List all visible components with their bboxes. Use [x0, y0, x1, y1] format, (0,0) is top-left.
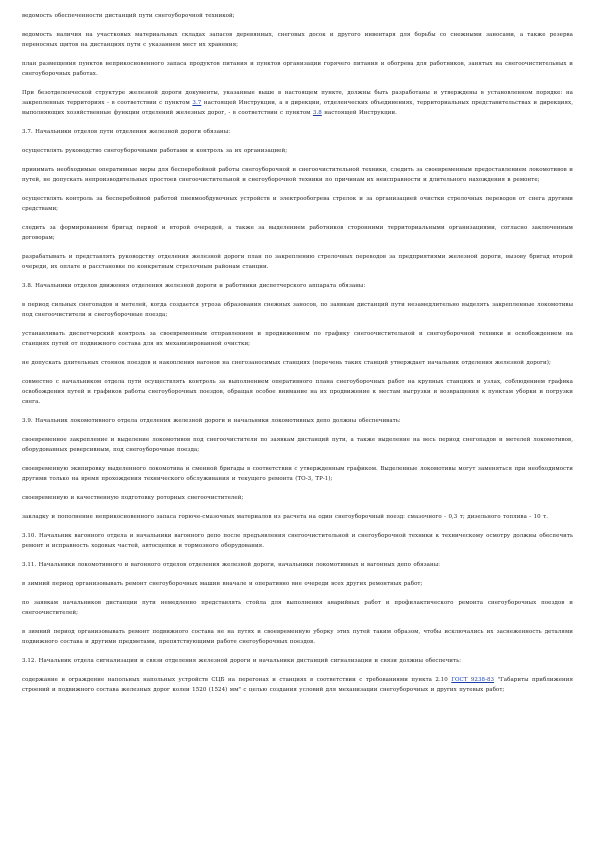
paragraph	[22, 435, 573, 455]
paragraph-text: не допускать длительных стоянок поездов и накопления вагонов на снегозаносимых станциях (перечень таких станций утверждает начальник отделения железной дороги);	[22, 360, 551, 366]
paragraph	[22, 416, 573, 426]
link-point-3-8[interactable]: 3.8	[312, 110, 322, 116]
paragraph	[22, 329, 573, 349]
paragraph-text: При безотделенческой структуре железной дороги документы, указанные выше в настоящем пункте, должны быть разработаны и утверждены в установленном порядке: на закрепленных территориях - в соответствии с пунктом	[22, 90, 573, 106]
paragraph-text: ведомость обеспеченности дистанций пути снегоуборочной техникой;	[22, 13, 235, 19]
paragraph	[22, 300, 573, 320]
paragraph-text: настоящей Инструкции.	[321, 110, 397, 116]
link-gost-9238-83[interactable]: ГОСТ 9238-83	[451, 677, 495, 683]
paragraph	[22, 560, 573, 570]
paragraph-text: принимать необходимые оперативные меры для бесперебойной работы снегоуборочной и снегоочистительной техники, следить за своевременным предоставлением локомотивов и путей, не допускать непроизводительных простоев снегоочистительной и снегоуборочной техники по причинам их неисправности и длительного нахождения в ремонте;	[22, 167, 573, 183]
paragraph-text: следить за формированием бригад первой и второй очередей, а также за выделением работников сторонними территориальными организациями, согласно заключенным договорам;	[22, 225, 573, 241]
paragraph	[22, 127, 573, 137]
paragraph-text: осуществлять руководство снегоуборочными работами и контроль за их организацией;	[22, 148, 288, 154]
paragraph	[22, 656, 573, 666]
paragraph	[22, 531, 573, 551]
paragraph-text: закладку и пополнение неприкосновенного запаса горюче-смазочных материалов из расчета на один снегоуборочный поезд: смазочного - 0,3 т; дизельного топлива - 10 т.	[22, 514, 548, 520]
paragraph	[22, 493, 573, 503]
paragraph-text: совместно с начальником отдела пути осуществлять контроль за выполнением оперативного плана снегоуборочных работ на крупных станциях и узлах, соблюдением графика освобождения путей и графиков работы снегоуборочных поездов, обращая особое внимание на их продвижение к местам выгрузки и возвращения к пунктам уборки и погрузки снега.	[22, 379, 573, 405]
paragraph-text: 3.9. Начальник локомотивного отдела отделения железной дороги и начальники локомотивных депо должны обеспечивать:	[22, 418, 401, 424]
document-body	[22, 11, 573, 695]
paragraph	[22, 252, 573, 272]
paragraph-text: настоящей Инструкции, а в дирекции, отделенческих объединениях, территориальных представительствах и дирекциях, выполняющих хозяйственные функции отделений железных дорог, - в соответствии с пунктом	[22, 100, 573, 116]
paragraph	[22, 464, 573, 484]
paragraph	[22, 512, 573, 522]
paragraph	[22, 11, 573, 21]
paragraph-text: разрабатывать и представлять руководству отделения железной дороги план по закреплению стрелочных переводов за предприятиями железной дороги, вызову бригад второй очереди, их оплате и расстановке по конкретным стрелочным районам станции.	[22, 254, 573, 270]
paragraph-text: 3.7. Начальники отделов пути отделения железной дороги обязаны:	[22, 129, 231, 135]
paragraph	[22, 30, 573, 50]
paragraph-text: своевременную и качественную подготовку роторных снегоочистителей;	[22, 495, 244, 501]
paragraph-text: 3.11. Начальники локомотивного и вагонного отделов отделения железной дороги, начальники локомотивных и вагонных депо обязаны:	[22, 562, 441, 568]
paragraph	[22, 579, 573, 589]
paragraph-text: 3.10. Начальник вагонного отдела и начальники вагонного депо после предъявления снегоочистительной и снегоуборочной техники к техническому осмотру должны обеспечить ремонт и исправность ходовых частей, автосцепки и тормозного оборудования.	[22, 533, 573, 549]
paragraph-text: в зимний период организовывать ремонт снегоуборочных машин вначале и оперативно вне очереди всех других ремонтных работ;	[22, 581, 423, 587]
paragraph-text: в зимний период организовывать ремонт подвижного состава не на путях и своевременную уборку этих путей таким образом, чтобы исключались их заснеженность деталями подвижного состава и другими предметами, препятствующими работе снегоуборочных поездов.	[22, 629, 573, 645]
paragraph	[22, 88, 573, 118]
paragraph	[22, 281, 573, 291]
paragraph	[22, 194, 573, 214]
paragraph-text: в период сильных снегопадов и метелей, когда создается угроза образования снежных заносов, по заявкам дистанций пути незамедлительно выделять закрепленные локомотивы под снегоочистители и снегоуборочные поезда;	[22, 302, 573, 318]
paragraph-text: 3.8. Начальники отделов движения отделения железной дороги и работники диспетчерского аппарата обязаны:	[22, 283, 366, 289]
paragraph-text: устанавливать диспетчерский контроль за своевременным отправлением и продвижением по графику снегоочистительной и снегоуборочной техники и освобождением на станциях путей от подвижного состава для их механизированной очистки;	[22, 331, 573, 347]
paragraph-text: 3.12. Начальник отдела сигнализации и связи отделения железной дороги и начальники дистанций сигнализации и связи должны обеспечить:	[22, 658, 462, 664]
paragraph	[22, 675, 573, 695]
paragraph-text: ведомость наличия на участковых материальных складах запасов деревянных, снеговых досок и другого инвентаря для борьбы со снежными заносами, а также резерва переносных щитов на дистанциях пути с указанием мест их хранения;	[22, 32, 573, 48]
paragraph-text: своевременное закрепление и выделение локомотивов под снегоочистители по заявкам дистанций пути, а также выделение на весь период снегопадов и метелей локомотивов, оборудованных реверсивным, под снегоуборочные поезда;	[22, 437, 573, 453]
paragraph	[22, 358, 573, 368]
paragraph	[22, 146, 573, 156]
paragraph	[22, 598, 573, 618]
paragraph	[22, 627, 573, 647]
paragraph-text: план размещения пунктов неприкосновенного запаса продуктов питания и пунктов организации горячего питания и обогрева для работников, занятых на снегоочистительных и снегоуборочных работах.	[22, 61, 573, 77]
link-point-3-7[interactable]: 3.7	[192, 100, 202, 106]
paragraph-text: осуществлять контроль за бесперебойной работой пневмообдувочных устройств и электрообогрева стрелок и за организацией очистки стрелочных переводов от снега другими средствами;	[22, 196, 573, 212]
paragraph-text: содержание и ограждение напольных напольных устройств СЦБ на перегонах и станциях в соответствии с требованиями пункта 2.10	[22, 677, 452, 683]
paragraph	[22, 377, 573, 407]
paragraph	[22, 59, 573, 79]
paragraph-text: своевременную экипировку выделенного локомотива и сменной бригады в соответствии с утвержденным графиком. Выделенные локомотивы могут заменяться при необходимости другими только на время прохождения технического обслуживания и текущего ремонта (ТО-3, ТР-1);	[22, 466, 573, 482]
paragraph-text: "Габариты приближения строений и подвижного состава железных дорог колеи 1520 (1524) мм" с целью создания условий для механизации снегоуборочных и других путевых работ;	[22, 677, 573, 693]
paragraph-text: по заявкам начальников дистанции пути немедленно представлять стойла для выполнения аварийных работ и профилактического ремонта снегоуборочных поездов и снегоочистителей;	[22, 600, 573, 616]
paragraph	[22, 223, 573, 243]
paragraph	[22, 165, 573, 185]
